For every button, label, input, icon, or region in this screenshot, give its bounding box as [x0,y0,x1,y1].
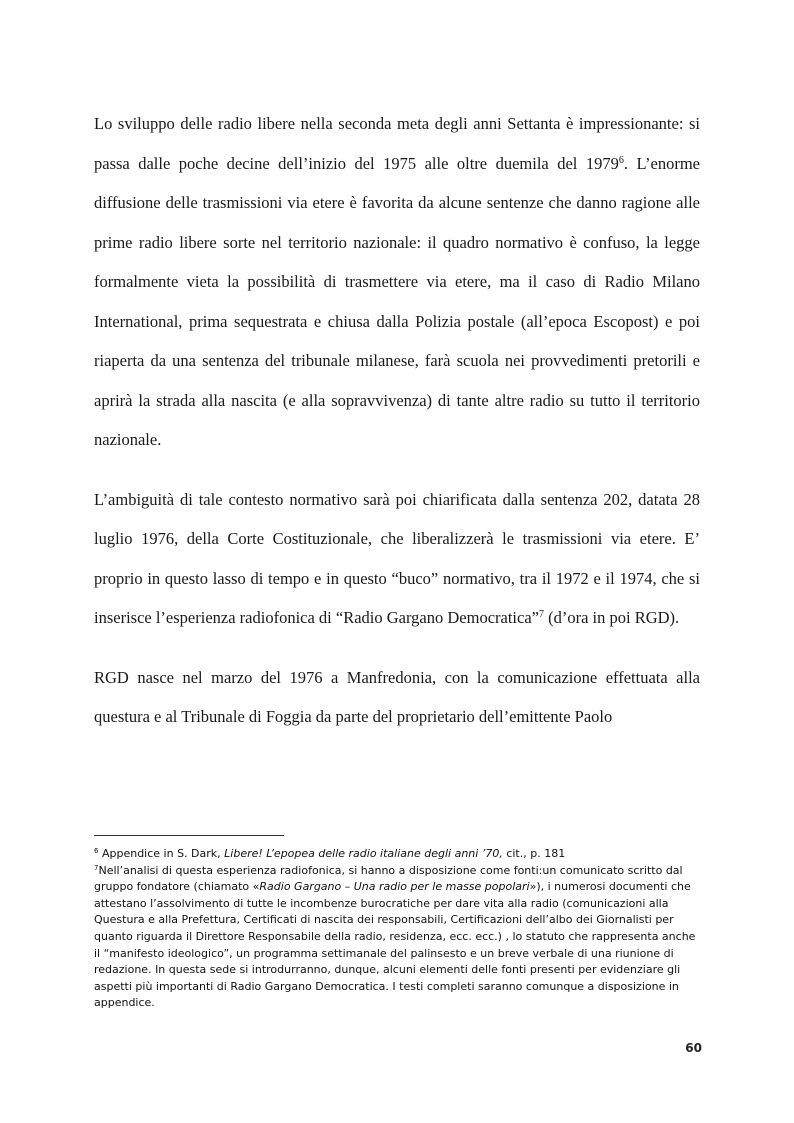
paragraph-3-text: RGD nasce nel marzo del 1976 a Manfredonia, con la comunicazione effettuata alla questura e al Tribunale di Foggia da parte del proprietario dell’emittente Paolo [94,667,700,726]
paragraph-rgd-nasce [94,658,700,737]
footnotes [94,846,704,1012]
footnote-7-text-cont: »), i numerosi documenti che attestano l’assolvimento di tutte le incombenze burocratiche per dare vita alla radio (comunicazioni alla Questura e alla Prefettura, Certificati di nascita dei responsabili, Certificazioni dell’albo dei Giornalisti per quanto riguarda il Direttore Responsabile della radio, residenza, ecc. ecc.) , lo statuto che rappresenta anche il “manifesto ideologico”, un programma settimanale del palinsesto e un breve verbale di una riunione di redazione. In questa sede si introdurranno, dunque, alcuni elementi delle fonti presenti per evidenziare gli aspetti più importanti di Radio Gargano Democratica. I testi completi saranno comunque a disposizione in appendice. [94,880,696,1010]
footnote-6-text-cont: cit., p. 181 [502,847,566,860]
footnote-6-title: Libere! L’epopea delle radio italiane degli anni ’70, [224,847,503,860]
paragraph-2-text: L’ambiguità di tale contesto normativo sarà poi chiarificata dalla sentenza 202, datata 28 luglio 1976, della Corte Costituzionale, che liberalizzerà le trasmissioni via etere. E’ proprio in questo lasso di tempo e in questo “buco” normativo, tra il 1972 e il 1974, che si inserisce l’esperienza radiofonica di “Radio Gargano Democratica” [94,489,700,627]
footnote-ref-6: 6 [618,154,624,166]
paragraph-1-text-cont: . L’enorme diffusione delle trasmissioni via etere è favorita da alcune sentenze che danno ragione alle prime radio libere sorte nel territorio nazionale: il quadro normativo è confuso, la legge formalmente vieta la possibilità di trasmettere via etere, ma il caso di Radio Milano International, prima sequestrata e chiusa dalla Polizia postale (all’epoca Escopost) e poi riaperta da una sentenza del tribunale milanese, farà scuola nei provvedimenti pretorili e aprirà la strada alla nascita (e alla sopravvivenza) di tante altre radio su tutto il territorio nazionale. [94,153,700,449]
footnote-7 [94,863,704,1012]
footnote-6-text: Appendice in S. Dark, [98,847,225,860]
body-text [94,104,700,757]
footnote-number-7: 7 [94,863,99,872]
footnote-7-text: Nell’analisi di questa esperienza radiofonica, si hanno a disposizione come fonti:un comunicato scritto dal gruppo fondatore (chiamato « [94,863,683,894]
footnote-6 [94,846,704,863]
paragraph-1-text: Lo sviluppo delle radio libere nella seconda meta degli anni Settanta è impressionante: si passa dalle poche decine dell’inizio del 1975 alle oltre duemila del 1979 [94,114,700,173]
paragraph-corte-costituzionale [94,480,700,638]
footnote-ref-7: 7 [538,609,544,620]
page-number: 60 [685,1041,702,1055]
footnote-separator [94,835,284,836]
footnote-number-6: 6 [94,847,99,855]
paragraph-2-text-cont: (d’ora in poi RGD). [543,608,680,627]
paragraph-radio-libere [94,104,700,460]
footnote-7-title: Radio Gargano – Una radio per le masse popolari [259,880,530,894]
